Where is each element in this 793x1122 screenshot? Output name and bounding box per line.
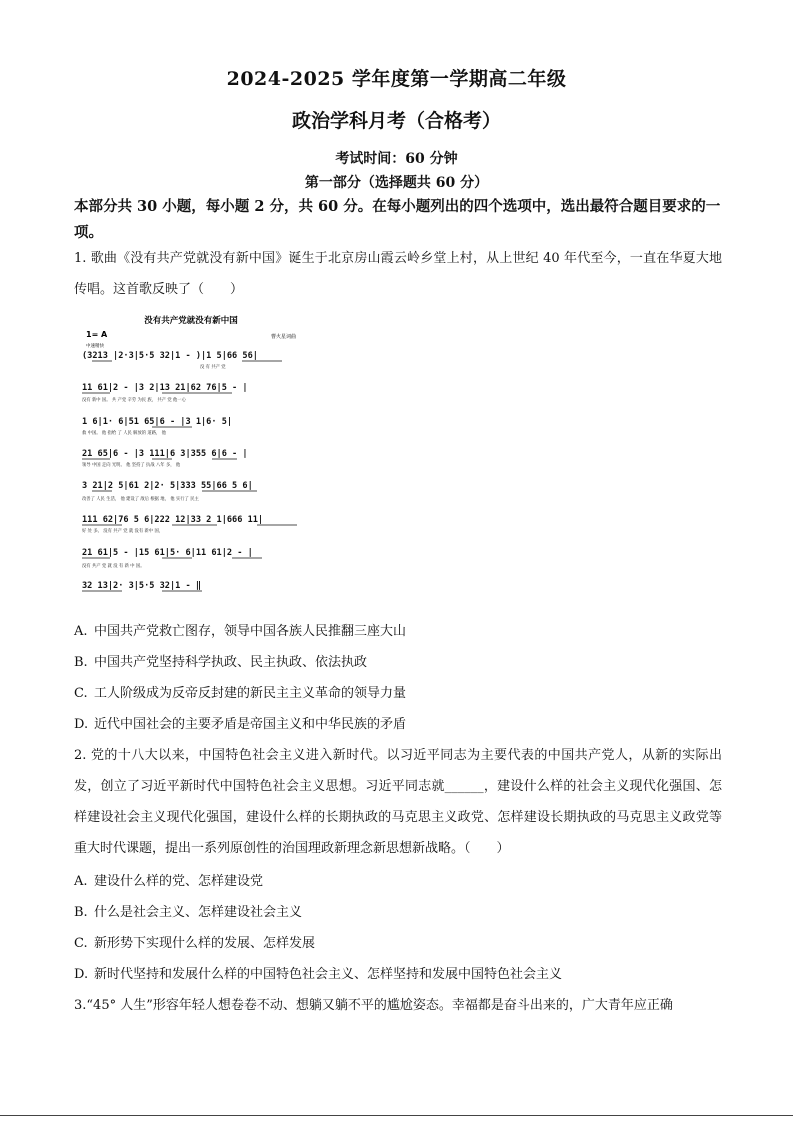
question-1-option-a	[74, 622, 406, 642]
score-row-5: 3 21|2 5|61 2|2· 5|333 55|66 5 6|	[82, 481, 253, 491]
score-row-6: 111 62|76 5 6|222 12|33 2 1|666 11|	[82, 515, 264, 525]
option-label: A.	[74, 874, 88, 889]
question-2-option-b	[74, 903, 302, 923]
section-instructions: 本部分共 30 小题，每小题 2 分，共 60 分。在每小题列出的四个选项中，选出最符合题目要求的一项。	[74, 198, 721, 241]
option-label: A.	[74, 624, 88, 639]
score-lyric-1: 没 有 共产 党	[200, 365, 226, 370]
score-row-7: 21 61|5 - |15 61|5· 6|11 61|2 - |	[82, 548, 253, 558]
song-score-figure	[82, 312, 300, 604]
score-lyric-2: 没有 新中 国。 共 产党 辛劳 为民 族， 共产 党 他一心	[82, 398, 186, 403]
score-lyric-7: 没有 共产 党 就 没 有 新 中 国。	[82, 564, 145, 569]
option-text: 什么是社会主义、怎样建设社会主义	[94, 905, 303, 920]
exam-title: 2024-2025 学年度第一学期高二年级	[226, 68, 567, 90]
option-text: 中国共产党救亡图存，领导中国各族人民推翻三座大山	[94, 624, 407, 639]
score-title: 没有共产党就没有新中国	[144, 316, 238, 326]
question-2-option-c	[74, 934, 315, 954]
score-row-4: 21 65|6 - |3 111|6 3|355 6|6 - |	[82, 449, 248, 459]
part-heading: 第一部分（选择题共 60 分）	[304, 175, 489, 191]
option-text: 近代中国社会的主要矛盾是帝国主义和中华民族的矛盾	[94, 717, 407, 732]
question-1-stem: 1. 歌曲《没有共产党就没有新中国》诞生于北京房山霞云岭乡堂上村，从上世纪 40 年代至今，一直在华夏大地传唱。这首歌反映了（ ）	[74, 251, 722, 297]
question-2-option-d	[74, 965, 562, 985]
exam-time: 考试时间：60 分钟	[335, 151, 458, 167]
score-lyric-3: 救 中国。 他 指给 了 人民 解放的 道路， 他	[82, 431, 166, 436]
question-3-stem: 3.“45° 人生”形容年轻人想卷卷不动、想躺又躺不平的尴尬姿态。幸福都是奋斗出来的，广大青年应正确	[74, 998, 673, 1013]
option-text: 新时代坚持和发展什么样的中国特色社会主义、怎样坚持和发展中国特色社会主义	[94, 967, 563, 982]
exam-subject: 政治学科月考（合格考）	[291, 110, 501, 132]
option-text: 新形势下实现什么样的发展、怎样发展	[94, 936, 316, 951]
score-key: 1= A	[86, 330, 108, 339]
question-1-option-c	[74, 684, 406, 704]
score-lyric-5: 改善了 人民 生活， 他 建设了 敌后 根据 地， 他 实行了 民主	[82, 497, 199, 502]
option-label: C.	[74, 686, 88, 701]
option-label: B.	[74, 905, 88, 920]
score-lyric-4: 领导 中国 走向 光明。 他 坚持了 抗战 八年 多， 他	[82, 463, 181, 468]
score-row-3: 1 6|1· 6|51 65|6 - |3 1|6· 5|	[82, 417, 233, 427]
score-lyric-6: 好 处 多。 没有 共产 党 就 没有 新中 国，	[82, 529, 164, 534]
score-row-8: 32 13|2· 3|5·5 32|1 - ‖	[82, 581, 201, 591]
option-text: 中国共产党坚持科学执政、民主执政、依法执政	[94, 655, 368, 670]
option-label: C.	[74, 936, 88, 951]
option-text: 建设什么样的党、怎样建设党	[94, 874, 264, 889]
question-1-option-d	[74, 715, 406, 735]
question-2-option-a	[74, 872, 263, 892]
option-label: D.	[74, 717, 89, 732]
page-bottom-divider	[0, 1115, 793, 1116]
option-label: D.	[74, 967, 89, 982]
question-2-stem: 2. 党的十八大以来，中国特色社会主义进入新时代。以习近平同志为主要代表的中国共产党人，从新的实际出发，创立了习近平新时代中国特色社会主义思想。习近平同志就______，建设什么样的社会主义现代化强国、怎样建设社会主义现代化强国，建设什么样的长期执政的马克思主义政党、怎样建设长期执政的马克思主义政党等重大时代课题，提出一系列原创性的治国理政新理念新思想新战略。（ ）	[74, 748, 722, 856]
score-row-1: (3213 |2·3|5·5 32|1 - )|1 5|66 56|	[82, 351, 258, 361]
score-row-2: 11 61|2 - |3 2|13 21|62 76|5 - |	[82, 383, 248, 393]
question-1-option-b	[74, 653, 367, 673]
option-label: B.	[74, 655, 88, 670]
score-author: 曹火星词曲	[270, 334, 296, 340]
option-text: 工人阶级成为反帝反封建的新民主主义革命的领导力量	[94, 686, 407, 701]
score-tempo: 中速稍快	[86, 344, 104, 349]
